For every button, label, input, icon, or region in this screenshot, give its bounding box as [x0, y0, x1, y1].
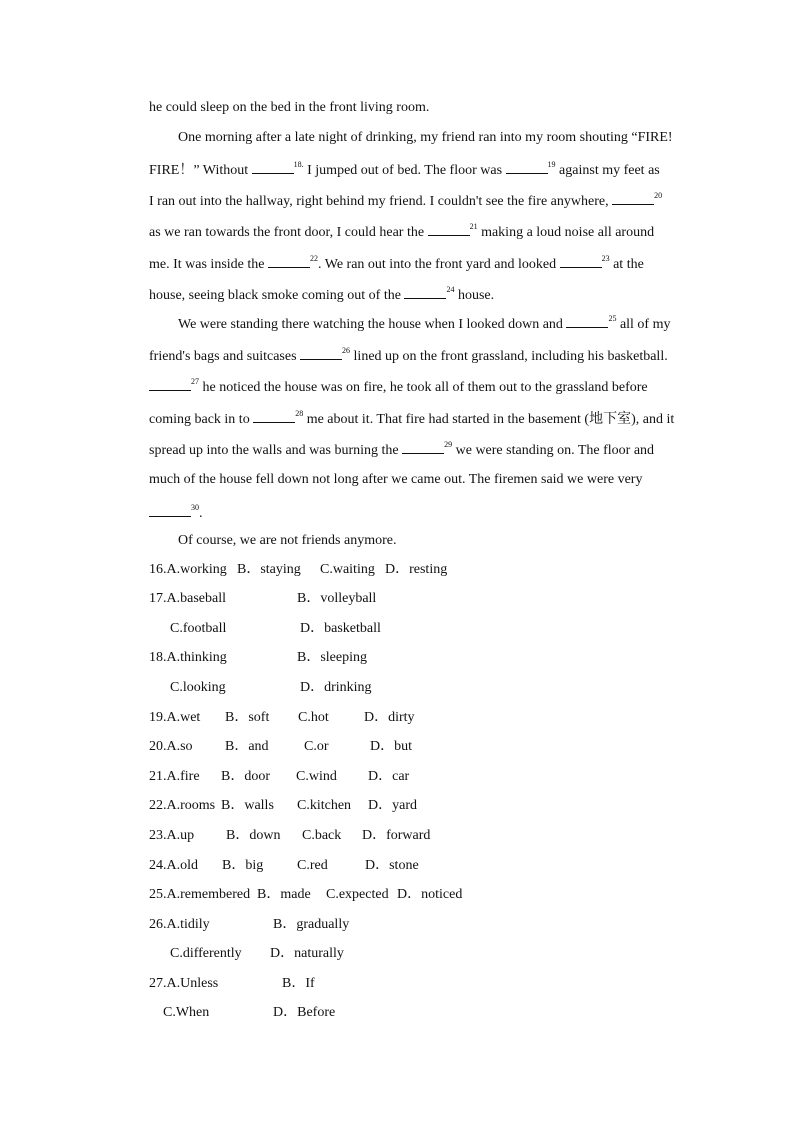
- passage-line: [149, 99, 429, 117]
- passage-line: [149, 471, 642, 489]
- blank-number: 18.: [293, 160, 304, 169]
- passage-line: [178, 532, 396, 550]
- answer-blank: [612, 191, 654, 205]
- blank-number: 29: [444, 440, 453, 449]
- option-b: B．volleyball: [297, 591, 377, 606]
- option-b: B．sleeping: [297, 650, 367, 665]
- option-d: D．Before: [273, 1005, 336, 1020]
- option-a: 23.A.up: [149, 828, 195, 843]
- blank-number: 30: [191, 503, 199, 512]
- option-a: 17.A.baseball: [149, 591, 226, 606]
- option-c: C.red: [297, 858, 328, 873]
- option-b: B．door: [221, 769, 270, 784]
- option-b: B．walls: [221, 798, 274, 813]
- passage-text: I ran out into the hallway, right behind my friend. I couldn't see the fire anywhere,: [149, 194, 613, 209]
- passage-line: [149, 440, 654, 458]
- option-c: C.wind: [296, 769, 337, 784]
- passage-line: [178, 129, 673, 147]
- option-c: C.kitchen: [297, 798, 352, 813]
- passage-line: [149, 222, 654, 240]
- blank-number: 19: [547, 160, 556, 169]
- blank-number: 25: [608, 314, 617, 323]
- option-c: C.football: [170, 621, 227, 636]
- answer-blank: [252, 160, 294, 174]
- passage-text: coming back in to: [149, 412, 254, 427]
- option-a: 21.A.fire: [149, 769, 200, 784]
- passage-text: friend's bags and suitcases: [149, 349, 301, 364]
- passage-line: [178, 314, 670, 332]
- option-a: 20.A.so: [149, 739, 193, 754]
- option-c: C.looking: [170, 680, 226, 695]
- passage-line: [149, 377, 648, 395]
- option-d: D．car: [368, 769, 410, 784]
- passage-line: [149, 346, 668, 364]
- passage-text: he noticed the house was on fire, he took all of them out to the grassland before: [199, 380, 648, 395]
- option-b: B．gradually: [273, 917, 350, 932]
- option-c: C.expected: [326, 887, 389, 902]
- answer-blank: [253, 409, 295, 423]
- option-a: 26.A.tidily: [149, 917, 210, 932]
- answer-blank: [300, 346, 342, 360]
- option-b: B．soft: [225, 710, 270, 725]
- passage-text: spread up into the walls and was burning the: [149, 443, 403, 458]
- passage-text: house.: [454, 288, 495, 303]
- answer-blank: [149, 377, 191, 391]
- answer-blank: [402, 440, 444, 454]
- option-d: D．naturally: [270, 946, 344, 961]
- option-a: 24.A.old: [149, 858, 198, 873]
- option-b: B．down: [226, 828, 281, 843]
- passage-text: I jumped out of bed. The floor was: [303, 163, 506, 178]
- option-d: D．drinking: [300, 680, 372, 695]
- passage-text: making a loud noise all around: [477, 225, 655, 240]
- option-b: B．If: [282, 976, 315, 991]
- option-a: 25.A.remembered: [149, 887, 251, 902]
- option-d: D．forward: [362, 828, 431, 843]
- answer-blank: [560, 254, 602, 268]
- passage-line: [149, 191, 662, 209]
- passage-text: One morning after a late night of drinking, my friend ran into my room shouting “FIRE!: [178, 130, 673, 145]
- passage-text: house, seeing black smoke coming out of the: [149, 288, 405, 303]
- blank-number: 26: [342, 346, 351, 355]
- option-c: C.waiting: [320, 562, 375, 577]
- passage-text: .: [199, 506, 203, 521]
- option-c: C.hot: [298, 710, 329, 725]
- passage-text: me. It was inside the: [149, 257, 268, 272]
- option-d: D．basketball: [300, 621, 381, 636]
- passage-text: FIRE！” Without: [149, 163, 252, 178]
- option-d: D．but: [370, 739, 412, 754]
- option-b: B．big: [222, 858, 264, 873]
- option-c: C.When: [163, 1005, 210, 1020]
- passage-text: all of my: [616, 317, 671, 332]
- option-d: D．stone: [365, 858, 419, 873]
- option-a: 22.A.rooms: [149, 798, 216, 813]
- blank-number: 22: [309, 254, 318, 263]
- blank-number: 28: [295, 409, 304, 418]
- answer-blank: [149, 503, 191, 517]
- passage-line: [149, 285, 494, 303]
- answer-blank: [268, 254, 310, 268]
- answer-blank: [506, 160, 548, 174]
- blank-number: 20: [654, 191, 663, 200]
- blank-number: 21: [469, 222, 478, 231]
- passage-text: at the: [609, 257, 644, 272]
- passage-text: against my feet as: [555, 163, 660, 178]
- passage-line: [149, 503, 203, 521]
- passage-text: lined up on the front grassland, including his basketball.: [350, 349, 668, 364]
- option-a: 27.A.Unless: [149, 976, 219, 991]
- passage-line: [149, 254, 644, 272]
- passage-line: [149, 409, 674, 427]
- passage-text: much of the house fell down not long after we came out. The firemen said we were very: [149, 472, 643, 487]
- passage-text: Of course, we are not friends anymore.: [178, 533, 397, 548]
- answer-blank: [404, 285, 446, 299]
- blank-number: 24: [446, 285, 455, 294]
- option-c: C.or: [304, 739, 329, 754]
- option-c: C.back: [302, 828, 342, 843]
- passage-text: we were standing on. The floor and: [452, 443, 655, 458]
- option-b: B．made: [257, 887, 311, 902]
- option-d: D．resting: [385, 562, 448, 577]
- passage-line: [149, 160, 660, 178]
- option-c: C.differently: [170, 946, 242, 961]
- option-b: B．staying: [237, 562, 301, 577]
- option-d: D．dirty: [364, 710, 415, 725]
- passage-text: . We ran out into the front yard and looked: [317, 257, 560, 272]
- passage-text: me about it. That fire had started in the basement (地下室), and it: [303, 412, 675, 427]
- passage-text: he could sleep on the bed in the front living room.: [149, 100, 430, 115]
- blank-number: 23: [601, 254, 610, 263]
- passage-text: as we ran towards the front door, I could hear the: [149, 225, 428, 240]
- option-d: D．yard: [368, 798, 417, 813]
- option-d: D．noticed: [397, 887, 463, 902]
- answer-blank: [566, 314, 608, 328]
- option-a: 16.A.working: [149, 562, 227, 577]
- option-b: B．and: [225, 739, 269, 754]
- passage-text: We were standing there watching the house when I looked down and: [178, 317, 567, 332]
- blank-number: 27: [191, 377, 199, 386]
- option-a: 19.A.wet: [149, 710, 201, 725]
- answer-blank: [428, 222, 470, 236]
- option-a: 18.A.thinking: [149, 650, 227, 665]
